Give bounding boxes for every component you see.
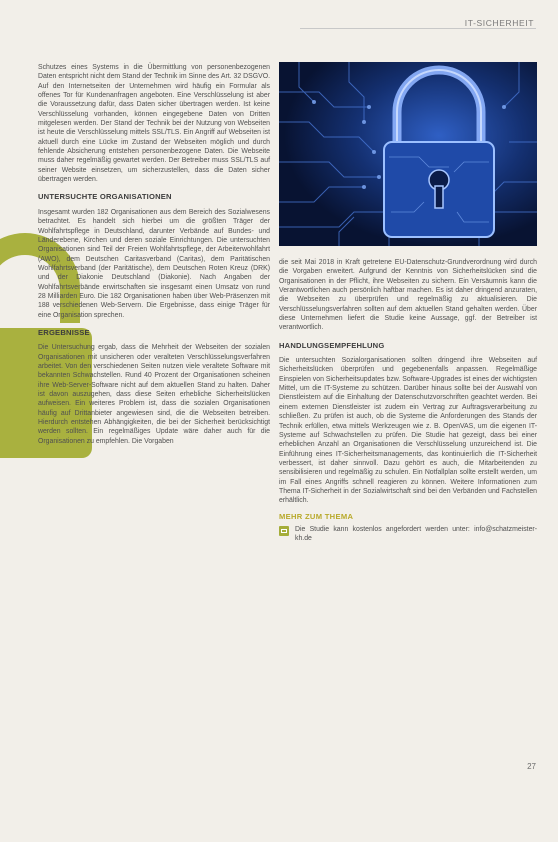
mail-icon (279, 526, 289, 536)
body-paragraph: Die Untersuchung ergab, dass die Mehrheit der Webseiten der sozialen Organisationen mit unsicheren oder veralteten Verschlüsselungsverfahren arbeitet. Von den verschiedenen Seiten nutzen viele veraltete Software mit bekannten Schwachstellen. Rund 40 Prozent der Organisationen scheinen ihre Web-Server-Software nicht auf dem aktuellen Stand zu halten. Daher ist davon auszugehen, dass diese Seiten erhebliche Sicherheitslücken aufweisen. Ein weiteres Problem ist, dass die sozialen Organisationen häufig auf Drittanbieter angewiesen sind, die die Webseiten betreiben. Hierdurch entstehen Abhängigkeiten, die bei der Sicherheit berücksichtigt werden sollten. Ein regelmäßiges Update wäre daher auch für die Organisationen zu empfehlen. Die Vorgaben (38, 344, 270, 445)
more-on-topic-heading: MEHR ZUM THEMA (279, 511, 354, 521)
section-heading: ERGEBNISSE (38, 327, 90, 337)
header-rule (300, 28, 536, 29)
circuit-lock-image (279, 62, 537, 246)
left-column (38, 63, 270, 446)
body-paragraph: Schutzes eines Systems in die Übermittlung von personenbezogenen Daten entspricht nicht dem Stand der Technik im Sinne des Art. 32 DSGVO. Auf den Internetseiten der Unternehmen wird häufig ein Formular als offenes Tor für Kundenanfragen angeboten. Eine Verschlüsselung ist aber die Voraussetzung dafür, dass Daten sicher übertragen werden. Ist keine Verschlüsselung vorhanden, können eingegebene Daten von Dritten mitgelesen werden. Der Stand der Technik bei der Nutzung von Webseiten ist heute die Verschlüsselung mittels SSL/TLS. Ein Angriff auf Webseiten ist aktuell durch eine Lücke im Zustand der Webseiten möglich und durch fehlende Absicherung entstehen personenbezogene Daten. Die Webseite muss daher regelmäßig gewartet werden. Der Betreiber muss SSL/TLS auf seiner Website einsetzen, um sicherzustellen, dass die Daten sicher übertragen werden. (38, 64, 270, 184)
right-column (279, 258, 537, 544)
body-paragraph: Insgesamt wurden 182 Organisationen aus dem Bereich des Sozialwesens betrachtet. Es handelt sich hierbei um die größten Träger der Wohlfahrtspflege in Deutschland, darunter Verbände auf Bundes- und Länderebene, Kirchen und deren soziale Einrichtungen. Die untersuchten Organisationen sind Teil der Freien Wohlfahrtspflege, der Arbeiterwohlfahrt (AWO), dem Deutschen Caritasverband (Caritas), dem Paritätischen Wohlfahrtsverband (der Paritätische), dem Deutschen Roten Kreuz (DRK) und der Diakonie Deutschland (Diakonie). Nach Angaben der Wohlfahrtsverbände erwirtschaften sie insgesamt einen Umsatz von rund 28 Milliarden Euro. Die 182 Organisationen haben über Web-Präsenzen mit 188 verschiedenen Web-Servern. Die Ergebnisse, dass einige Träger für eine Organisation sprechen. (38, 208, 270, 319)
body-paragraph: Die untersuchten Sozialorganisationen sollten dringend ihre Webseiten auf Sicherheitslücken überprüfen und gegebenenfalls anpassen. Regelmäßige Einspielen von Sicherheitsupdates bzw. Software-Upgrades ist eines der wichtigsten Mittel, um die IT-Systeme zu schützen. Darüber hinaus sollte bei der Auswahl von Dienstleistern auf die Einhaltung der Datenschutzvorschriften geachtet werden. Bei einem externen Dienstleister ist zudem ein Vertrag zur Auftragsverarbeitung zu schließen. Zu prüfen ist auch, ob die Systeme die Anforderungen des Stands der Technik erfüllen, etwa mittels Werkzeugen wie z. B. OpenVAS, um die eigenen IT-Systeme auf Schwachstellen zu prüfen. Die Studie hat gezeigt, dass bei einer erheblichen Anzahl an Organisationen die Verschlüsselung unzureichend ist. Die Einführung eines IT-Sicherheitsmanagements, das kontinuierlich die IT-Sicherheit verbessert, ist daher sinnvoll. Dazu gehört es auch, die Mitarbeitenden zu sensibilisieren und regelmäßig zu schulen. Ein Notfallplan sollte erstellt werden, um im Fall eines Angriffs schnell reagieren zu können. Weitere Informationen zum Thema IT-Sicherheit in der Sozialwirtschaft sind bei den Verbänden und Fachstellen erhältlich. (279, 357, 537, 505)
section-heading: UNTERSUCHTE ORGANISATIONEN (38, 192, 172, 202)
body-paragraph: die seit Mai 2018 in Kraft getretene EU-Datenschutz-Grundverordnung wird durch die Vorgaben erweitert. Aufgrund der Kenntnis von Sicherheitslücken sind die Organisationen in der Pflicht, ihre Webseiten zu sichern. Ein Versäumnis kann die Verantwortlichen auch persönlich haftbar machen. Es ist daher dringend anzuraten, die Webseiten zu überprüfen und regelmäßig zu aktualisieren. Die Verschlüsselungsverfahren sollten auf dem aktuellen Stand gehalten werden. Über diese Unternehmen liefert die Studie keine Aussage, ggf. der Betreiber ist verantwortlich. (279, 259, 537, 332)
section-heading: HANDLUNGSEMPFEHLUNG (279, 340, 385, 350)
page-number: 27 (527, 762, 536, 771)
more-on-topic-box (279, 525, 537, 544)
more-on-topic-text[interactable]: Die Studie kann kostenlos angefordert werden unter: info@schatzmeister-kh.de (295, 525, 537, 543)
section-label: IT-SICHERHEIT (459, 18, 534, 28)
